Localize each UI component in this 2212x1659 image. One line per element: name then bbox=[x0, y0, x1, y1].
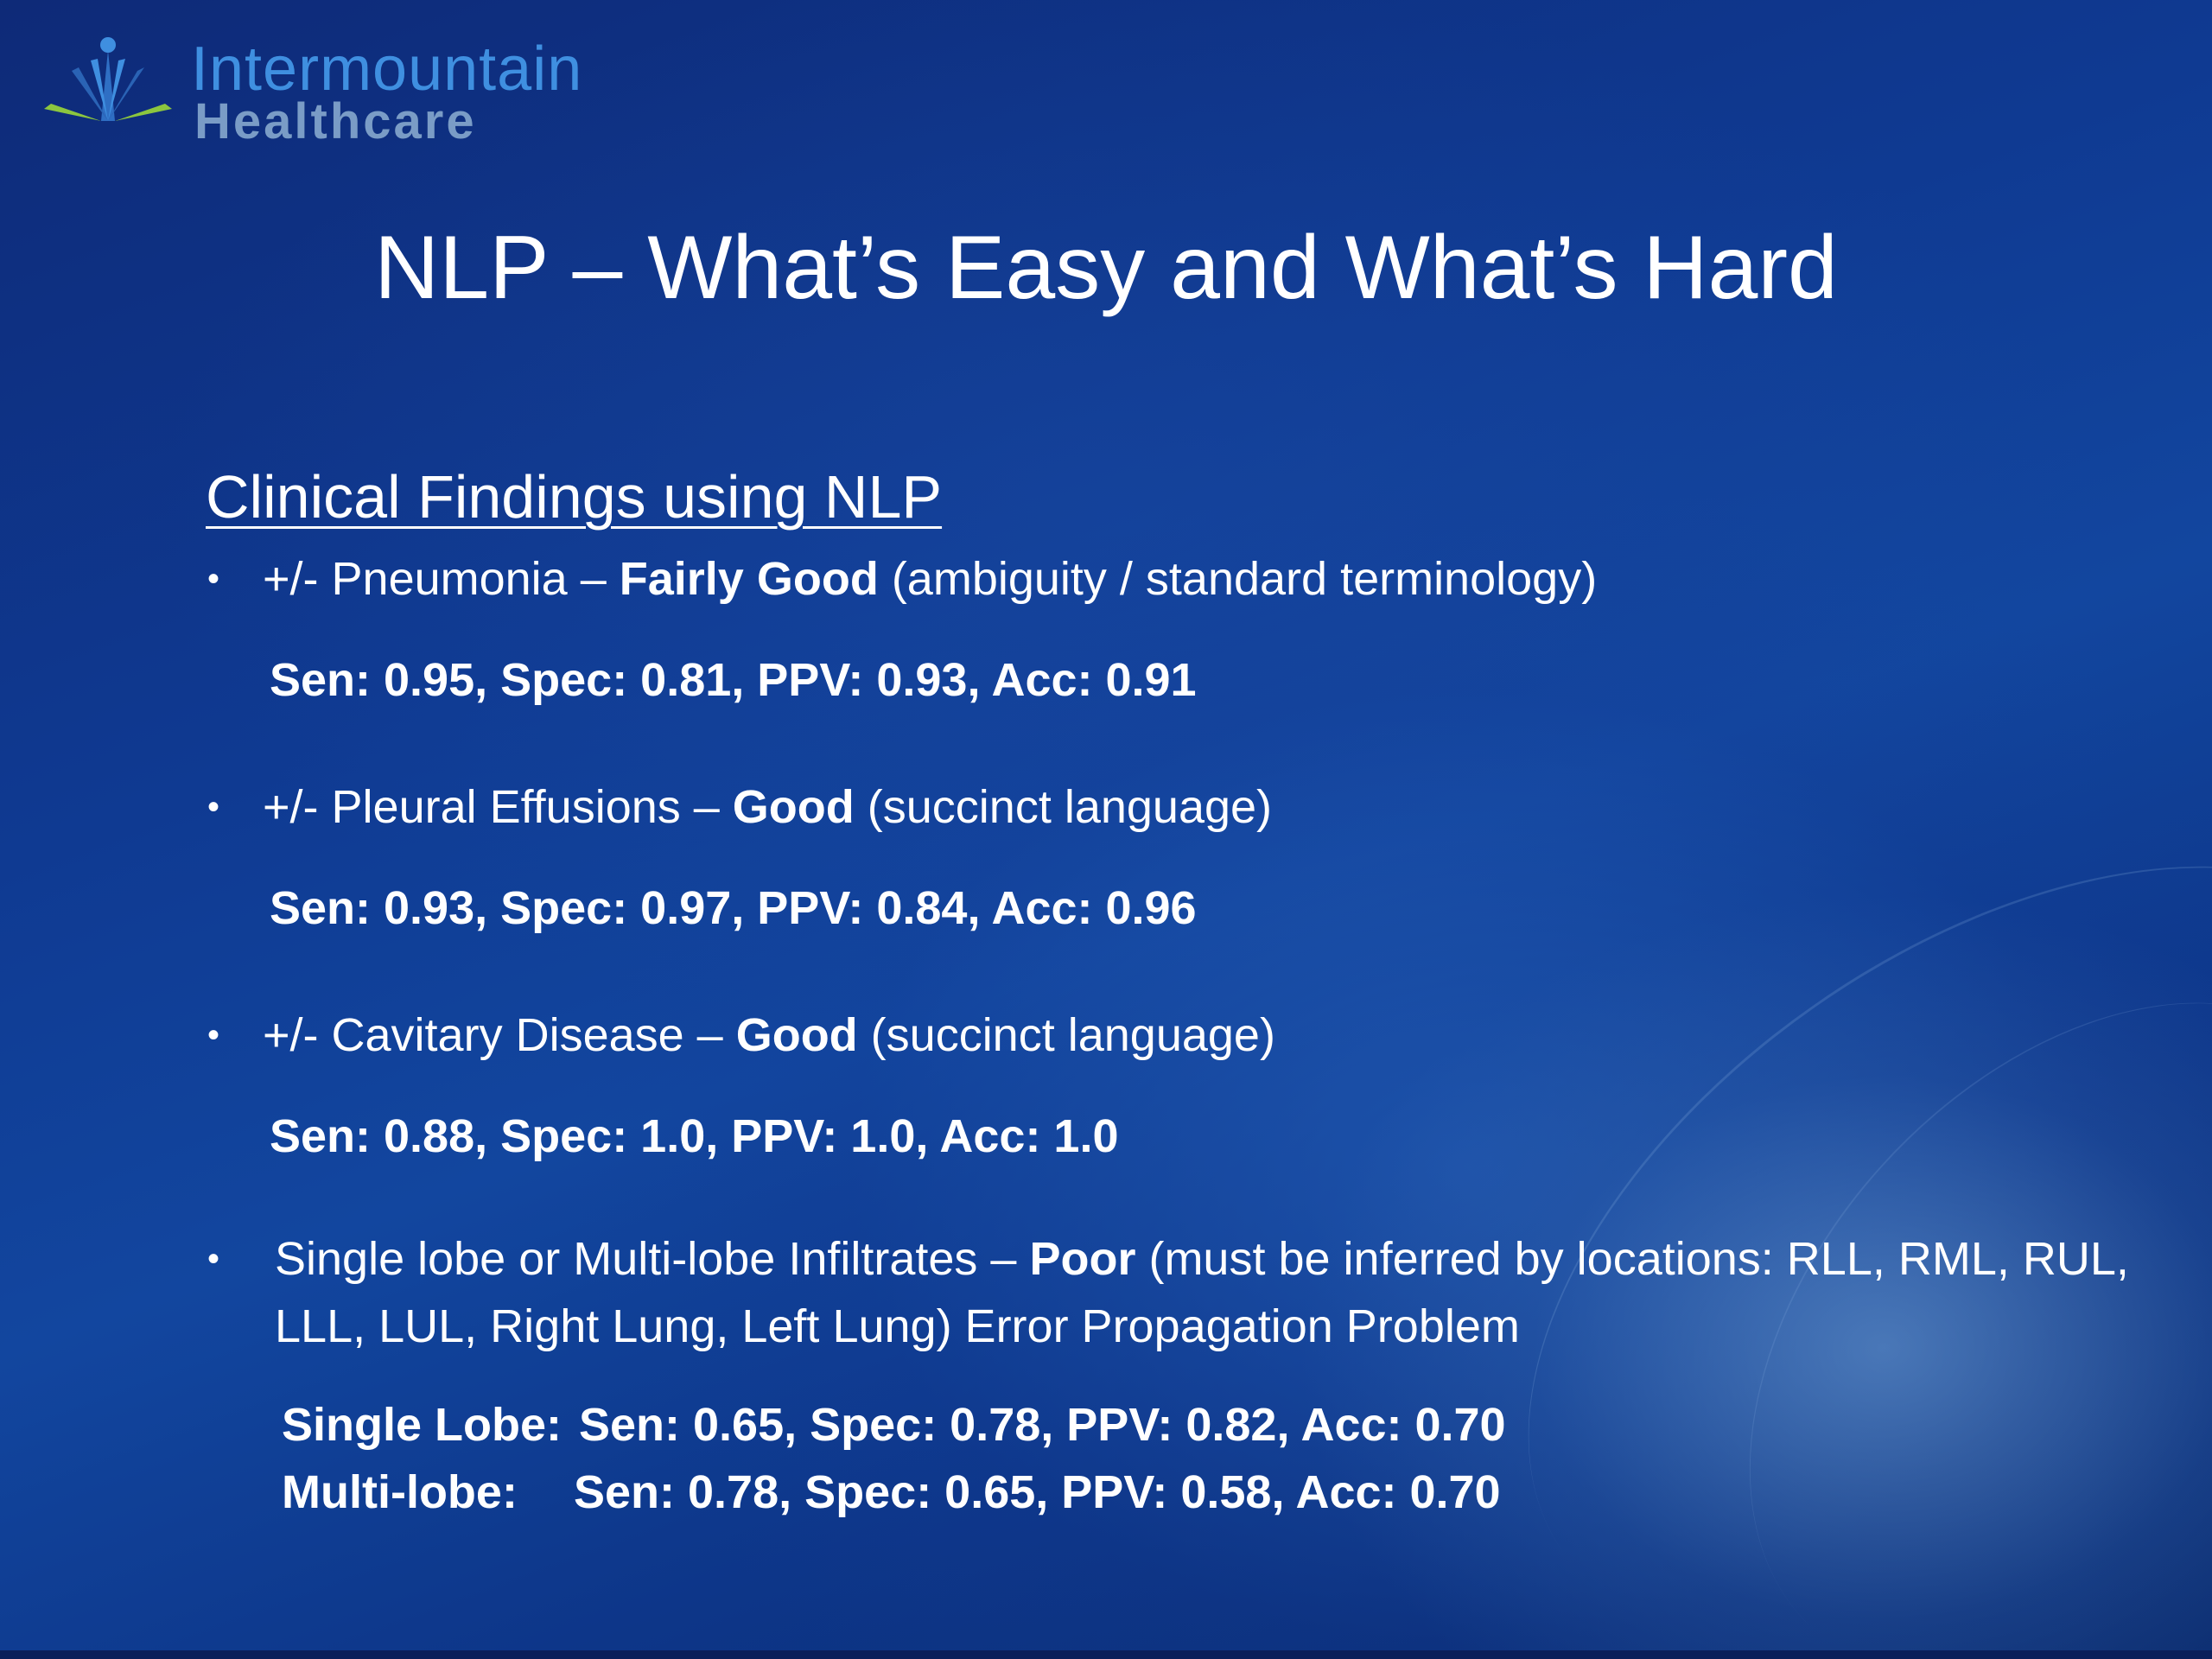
bullet-note: (succinct language) bbox=[857, 1009, 1275, 1061]
bullet-lead: +/- Pleural Effusions – bbox=[263, 781, 733, 833]
metrics-cavitary-disease: Sen: 0.88, Spec: 1.0, PPV: 1.0, Acc: 1.0 bbox=[270, 1110, 1119, 1162]
logo-wordmark-line1: Intermountain bbox=[191, 35, 583, 104]
bullet-note: (succinct language) bbox=[854, 781, 1273, 833]
logo-mark-icon bbox=[39, 35, 177, 138]
metrics-pleural-effusions: Sen: 0.93, Spec: 0.97, PPV: 0.84, Acc: 0.96 bbox=[270, 882, 1197, 934]
metrics-values: Sen: 0.65, Spec: 0.78, PPV: 0.82, Acc: 0.70 bbox=[579, 1399, 1506, 1451]
bullet-lead: +/- Pneumonia – bbox=[263, 553, 620, 605]
logo-wordmark-line2: Healthcare bbox=[194, 93, 477, 149]
section-heading: Clinical Findings using NLP bbox=[206, 463, 943, 531]
bullet-rating: Poor bbox=[1029, 1233, 1136, 1285]
bullet-pneumonia bbox=[206, 546, 2150, 612]
bottom-band bbox=[0, 1650, 2212, 1659]
bullet-note: (must be inferred by locations: RLL, RML, RUL, LLL, LUL, Right Lung, Left Lung) Error Propagation Problem bbox=[275, 1233, 2129, 1352]
bullet-lobe-infiltrates bbox=[206, 1225, 2150, 1360]
bullet-dot: • bbox=[207, 1016, 220, 1054]
bullet-rating: Good bbox=[735, 1009, 858, 1061]
metrics-single-lobe bbox=[206, 1393, 2150, 1457]
bullet-dot: • bbox=[207, 1240, 220, 1278]
bullet-rating: Fairly Good bbox=[619, 553, 879, 605]
intermountain-logo bbox=[39, 35, 661, 156]
bullet-rating: Good bbox=[732, 781, 855, 833]
metrics-label: Multi-lobe: bbox=[282, 1466, 518, 1518]
metrics-multi-lobe bbox=[206, 1460, 2150, 1524]
bullet-dot: • bbox=[207, 788, 220, 826]
slide-body bbox=[206, 458, 2150, 1524]
metrics-values: Sen: 0.78, Spec: 0.65, PPV: 0.58, Acc: 0.70 bbox=[574, 1466, 1501, 1518]
bullet-cavitary-disease bbox=[206, 1002, 2150, 1068]
bullet-pleural-effusions bbox=[206, 774, 2150, 840]
bullet-note: (ambiguity / standard terminology) bbox=[878, 553, 1598, 605]
metrics-label: Single Lobe: bbox=[282, 1399, 562, 1451]
metrics-pneumonia: Sen: 0.95, Spec: 0.81, PPV: 0.93, Acc: 0.91 bbox=[270, 654, 1197, 706]
slide-title: NLP – What’s Easy and What’s Hard bbox=[374, 218, 1838, 318]
bullet-lead: Single lobe or Multi-lobe Infiltrates – bbox=[275, 1233, 1030, 1285]
bullet-lead: +/- Cavitary Disease – bbox=[263, 1009, 736, 1061]
bullet-dot: • bbox=[207, 560, 220, 598]
